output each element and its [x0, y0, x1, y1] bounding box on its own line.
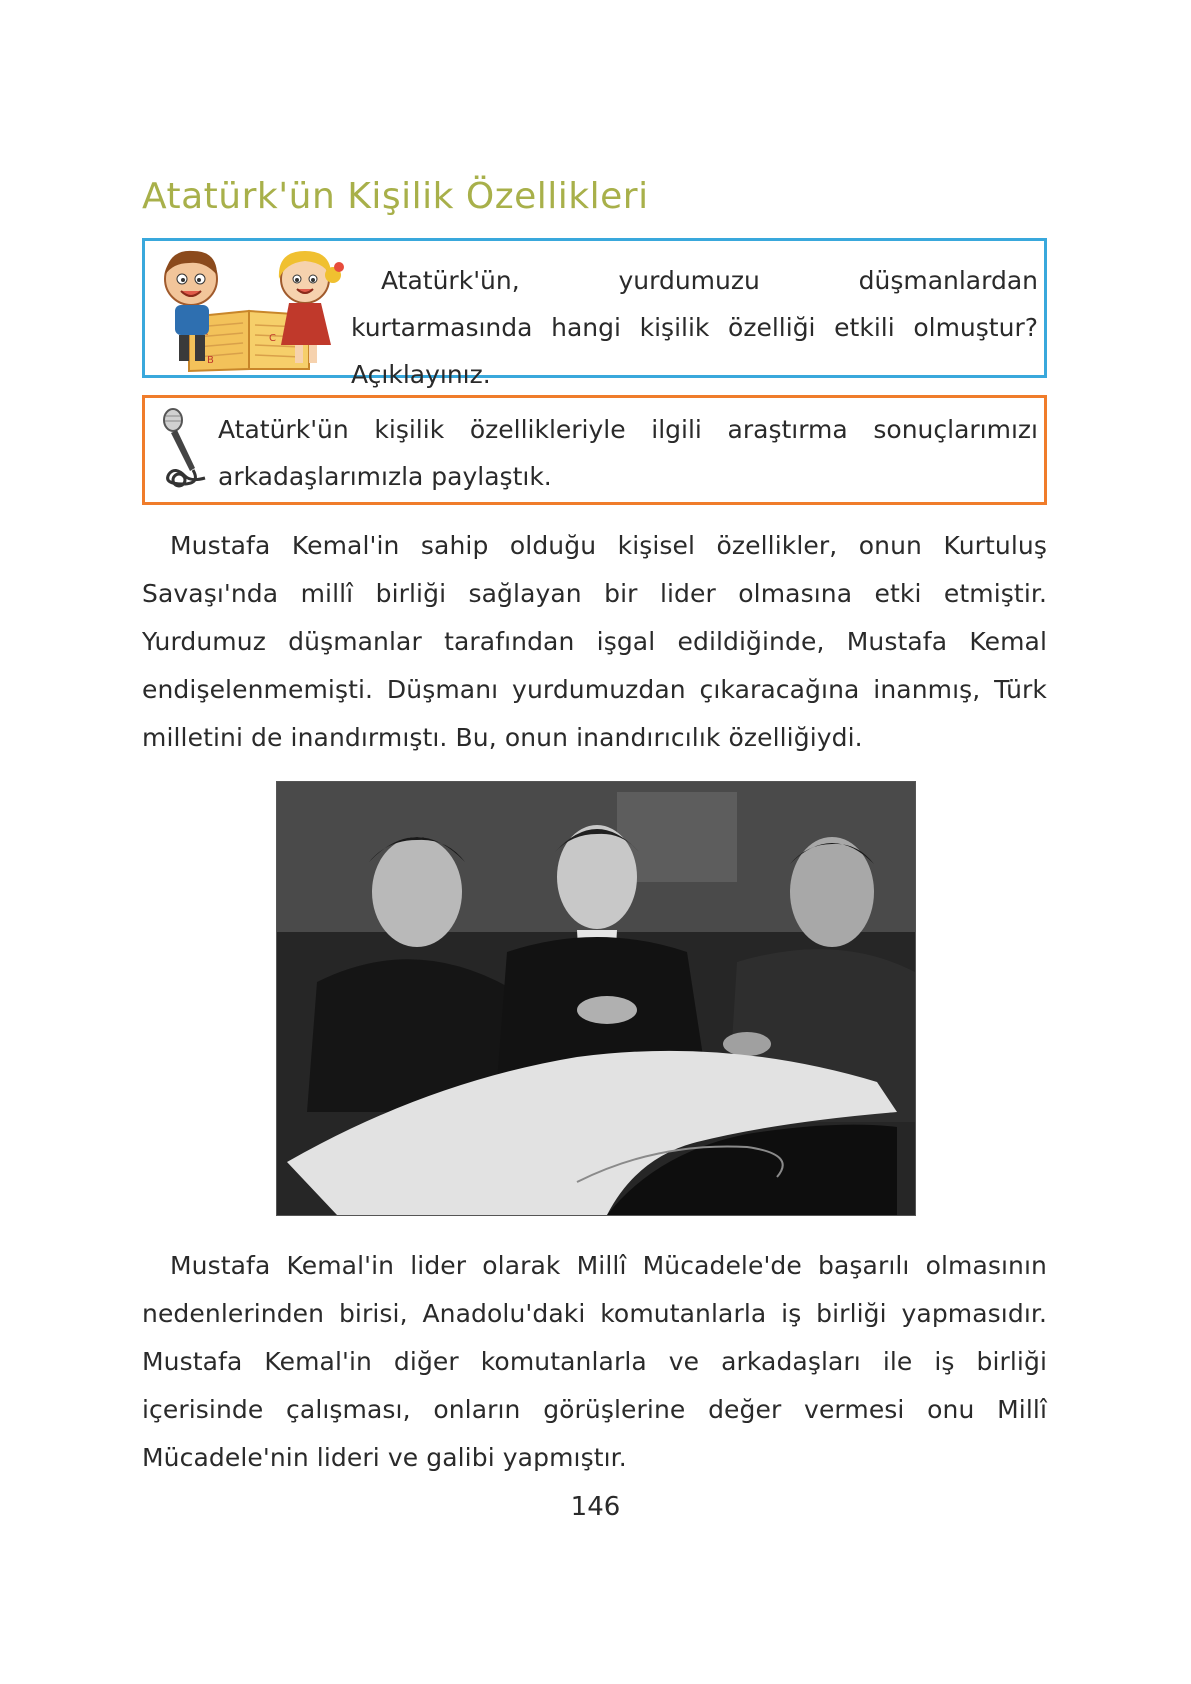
- historical-photo: [276, 781, 916, 1216]
- paragraph-cooperation: Mustafa Kemal'in lider olarak Millî Mücadele'de başarılı olmasının nedenlerinden birisi, Anadolu'daki komutanlarla iş birliği yapmasıdır. Mustafa Kemal'in diğer komutanlarla ve arkadaşları ile iş birliği içerisinde çalışması, onların görüşlerine değer vermesi onu Millî Mücadele'nin lideri ve galibi yapmıştır.: [142, 1251, 1047, 1472]
- share-box: [142, 395, 1047, 505]
- microphone-icon: [155, 406, 215, 496]
- kids-reading-book-illustration: [149, 245, 349, 373]
- page-title: Atatürk'ün Kişilik Özellikleri: [142, 176, 649, 217]
- letter-c: C: [269, 333, 276, 344]
- paragraph-leadership: Mustafa Kemal'in sahip olduğu kişisel özellikler, onun Kurtuluş Savaşı'nda millî birliği sağlayan bir lider olmasına etki etmiştir. Yurdumuz düşmanlar tarafından işgal edildiğinde, Mustafa Kemal endişelenmemişti. Düşmanı yurdumuzdan çıkaracağına inanmış, Türk milletini de inandırmıştı. Bu, onun inandırıcılık özelliğiydi.: [142, 531, 1047, 752]
- question-box: [142, 238, 1047, 389]
- share-text: Atatürk'ün kişilik özellikleriyle ilgili araştırma sonuçlarımızı arkadaşlarımızla paylaştık.: [218, 415, 1038, 491]
- page-number: 146: [570, 1492, 621, 1522]
- question-text: Atatürk'ün, yurdumuzu düşmanlardan kurtarmasında hangi kişilik özelliği etkili olmuştur? Açıklayınız.: [351, 266, 1038, 389]
- photo-three-men-at-map-table: [277, 782, 915, 1215]
- letter-b: B: [207, 355, 214, 366]
